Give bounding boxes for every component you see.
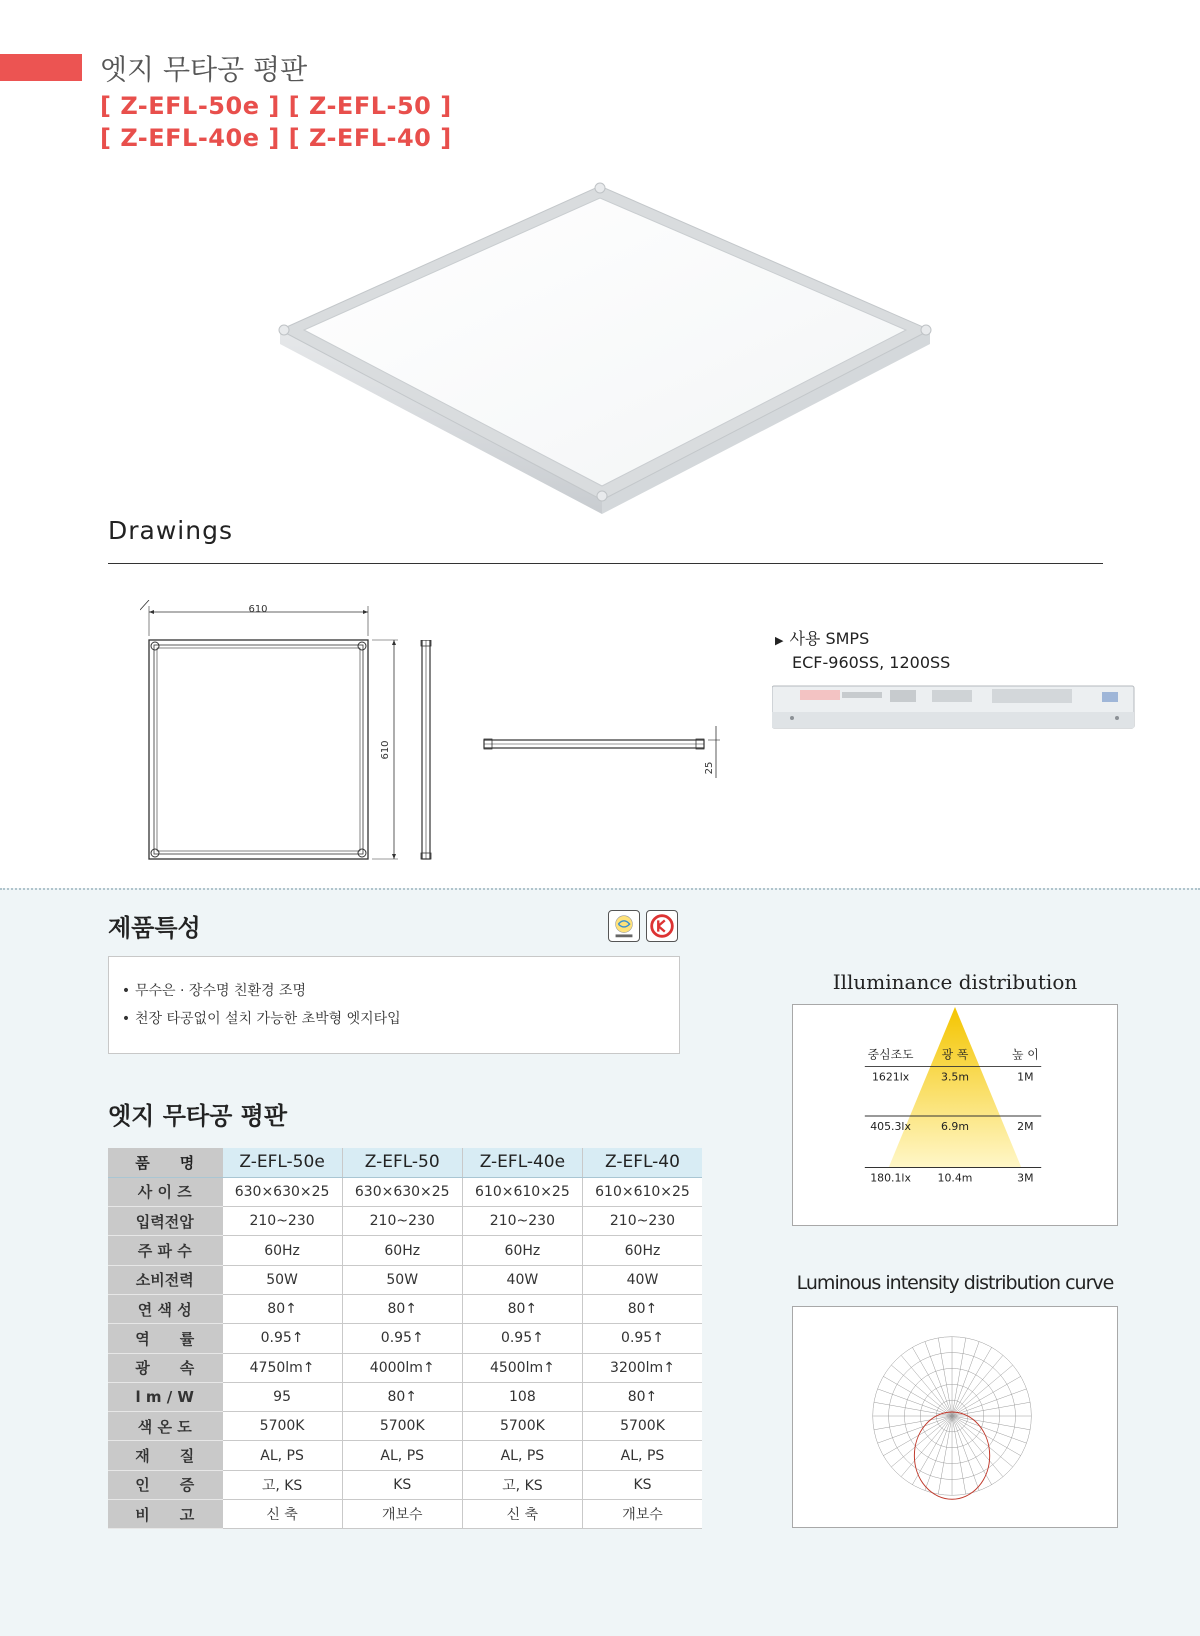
spec-cell: 50W [222, 1265, 342, 1294]
header-accent-bar [0, 54, 82, 81]
spec-row-label: 역 률 [108, 1324, 222, 1353]
spec-cell: KS [342, 1470, 462, 1499]
spec-cell: 개보수 [342, 1500, 462, 1529]
thickness-dimension-label: 25 [704, 761, 715, 775]
spec-cell: 고, KS [462, 1470, 582, 1499]
spec-cell: 210~230 [342, 1207, 462, 1236]
ks-cert-icon [646, 910, 678, 942]
side-view-drawing [420, 640, 440, 870]
spec-cell: 5700K [222, 1412, 342, 1441]
spec-cell: 4000lm↑ [342, 1353, 462, 1382]
illuminance-col-width: 광 폭 [941, 1047, 969, 1062]
spec-row-label: l m / W [108, 1382, 222, 1411]
luminous-title: Luminous intensity distribution curve [796, 1272, 1114, 1294]
spec-cell: 5700K [462, 1412, 582, 1441]
features-box [108, 956, 680, 1054]
spec-cell: AL, PS [222, 1441, 342, 1470]
model-line-2: [ Z-EFL-40e ] [ Z-EFL-40 ] [100, 124, 452, 152]
illuminance-chart [792, 1004, 1118, 1226]
spec-row-label: 연 색 성 [108, 1294, 222, 1323]
thickness-profile-drawing [480, 720, 730, 780]
spec-row-label: 색 온 도 [108, 1412, 222, 1441]
efficiency-cert-icon [608, 910, 640, 942]
front-view-drawing [140, 600, 420, 870]
spec-cell: 50W [342, 1265, 462, 1294]
smps-title: 사용 SMPS [789, 629, 870, 648]
height-dimension-label: 610 [380, 740, 391, 760]
spec-cell: 95 [222, 1382, 342, 1411]
product-panel-image [270, 180, 940, 520]
smps-models: ECF-960SS, 1200SS [792, 653, 951, 672]
spec-table [108, 1148, 702, 1529]
spec-header-cell: Z-EFL-40 [582, 1148, 702, 1177]
spec-cell: 40W [462, 1265, 582, 1294]
spec-header-cell: Z-EFL-50 [342, 1148, 462, 1177]
drawings-title: Drawings [108, 516, 233, 545]
illuminance-col-height: 높 이 [1012, 1047, 1039, 1062]
spec-row [108, 1324, 702, 1353]
illuminance-col-center: 중심조도 [867, 1047, 914, 1062]
spec-row [108, 1177, 702, 1206]
spec-cell: 개보수 [582, 1500, 702, 1529]
spec-row-label: 사 이 즈 [108, 1177, 222, 1206]
illuminance-height: 1M [1017, 1070, 1034, 1084]
illuminance-lux: 405.3lx [870, 1119, 911, 1133]
spec-row-label: 광 속 [108, 1353, 222, 1382]
spec-row-label: 입력전압 [108, 1207, 222, 1236]
spec-row [108, 1207, 702, 1236]
spec-cell: 108 [462, 1382, 582, 1411]
spec-cell: 80↑ [342, 1382, 462, 1411]
spec-row [108, 1500, 702, 1529]
spec-cell: 0.95↑ [222, 1324, 342, 1353]
spec-cell: AL, PS [462, 1441, 582, 1470]
certification-icons [608, 910, 678, 942]
spec-cell: 60Hz [342, 1236, 462, 1265]
spec-row [108, 1470, 702, 1499]
smps-label [775, 628, 950, 674]
spec-cell: 3200lm↑ [582, 1353, 702, 1382]
spec-cell: 60Hz [222, 1236, 342, 1265]
spec-cell: 4750lm↑ [222, 1353, 342, 1382]
illuminance-height: 3M [1017, 1171, 1034, 1185]
spec-cell: 610×610×25 [582, 1177, 702, 1206]
spec-row-label: 인 증 [108, 1470, 222, 1499]
spec-cell: 80↑ [462, 1294, 582, 1323]
spec-cell: 4500lm↑ [462, 1353, 582, 1382]
triangle-right-icon: ▶ [775, 634, 784, 647]
spec-row-label: 소비전력 [108, 1265, 222, 1294]
spec-row-label: 재 질 [108, 1441, 222, 1470]
spec-cell: 610×610×25 [462, 1177, 582, 1206]
spec-row [108, 1412, 702, 1441]
illuminance-width: 3.5m [941, 1070, 969, 1084]
illuminance-width: 10.4m [937, 1171, 973, 1185]
spec-row-label: 비 고 [108, 1500, 222, 1529]
luminous-polar-chart [792, 1306, 1118, 1528]
spec-header-cell: Z-EFL-40e [462, 1148, 582, 1177]
spec-cell: 0.95↑ [582, 1324, 702, 1353]
width-dimension-label: 610 [248, 604, 268, 615]
spec-cell: 60Hz [462, 1236, 582, 1265]
spec-cell: 고, KS [222, 1470, 342, 1499]
spec-cell: 0.95↑ [342, 1324, 462, 1353]
feature-item: • 무수은 · 장수명 친환경 조명 [121, 983, 307, 999]
spec-cell: 5700K [342, 1412, 462, 1441]
illuminance-lux: 1621lx [871, 1070, 910, 1084]
spec-row [108, 1294, 702, 1323]
spec-cell: 80↑ [342, 1294, 462, 1323]
spec-row [108, 1265, 702, 1294]
smps-device-image [772, 684, 1136, 730]
illuminance-width: 6.9m [941, 1119, 969, 1133]
spec-row-label: 주 파 수 [108, 1236, 222, 1265]
spec-cell: 40W [582, 1265, 702, 1294]
illuminance-lux: 180.1lx [870, 1171, 911, 1185]
spec-cell: 80↑ [582, 1382, 702, 1411]
page-title: 엣지 무타공 평판 [100, 53, 308, 86]
spec-cell: KS [582, 1470, 702, 1499]
illuminance-title: Illuminance distribution [832, 970, 1078, 994]
spec-cell: 630×630×25 [222, 1177, 342, 1206]
spec-row [108, 1236, 702, 1265]
spec-cell: AL, PS [582, 1441, 702, 1470]
spec-cell: 210~230 [222, 1207, 342, 1236]
spec-cell: 210~230 [582, 1207, 702, 1236]
spec-cell: 80↑ [582, 1294, 702, 1323]
spec-cell: 630×630×25 [342, 1177, 462, 1206]
spec-cell: 5700K [582, 1412, 702, 1441]
spec-title: 엣지 무타공 평판 [108, 1102, 287, 1130]
spec-row [108, 1353, 702, 1382]
spec-row [108, 1382, 702, 1411]
spec-row [108, 1441, 702, 1470]
spec-cell: 신 축 [462, 1500, 582, 1529]
spec-header-cell: 품 명 [108, 1148, 222, 1177]
illuminance-height: 2M [1017, 1119, 1034, 1133]
spec-cell: 60Hz [582, 1236, 702, 1265]
feature-item: • 천장 타공없이 설치 가능한 초박형 엣지타입 [121, 1011, 401, 1027]
drawings-divider [108, 563, 1103, 564]
features-title: 제품특성 [108, 914, 201, 942]
spec-cell: 신 축 [222, 1500, 342, 1529]
spec-header-cell: Z-EFL-50e [222, 1148, 342, 1177]
model-line-1: [ Z-EFL-50e ] [ Z-EFL-50 ] [100, 92, 452, 120]
spec-cell: AL, PS [342, 1441, 462, 1470]
spec-header-row [108, 1148, 702, 1177]
spec-cell: 210~230 [462, 1207, 582, 1236]
spec-cell: 0.95↑ [462, 1324, 582, 1353]
spec-cell: 80↑ [222, 1294, 342, 1323]
